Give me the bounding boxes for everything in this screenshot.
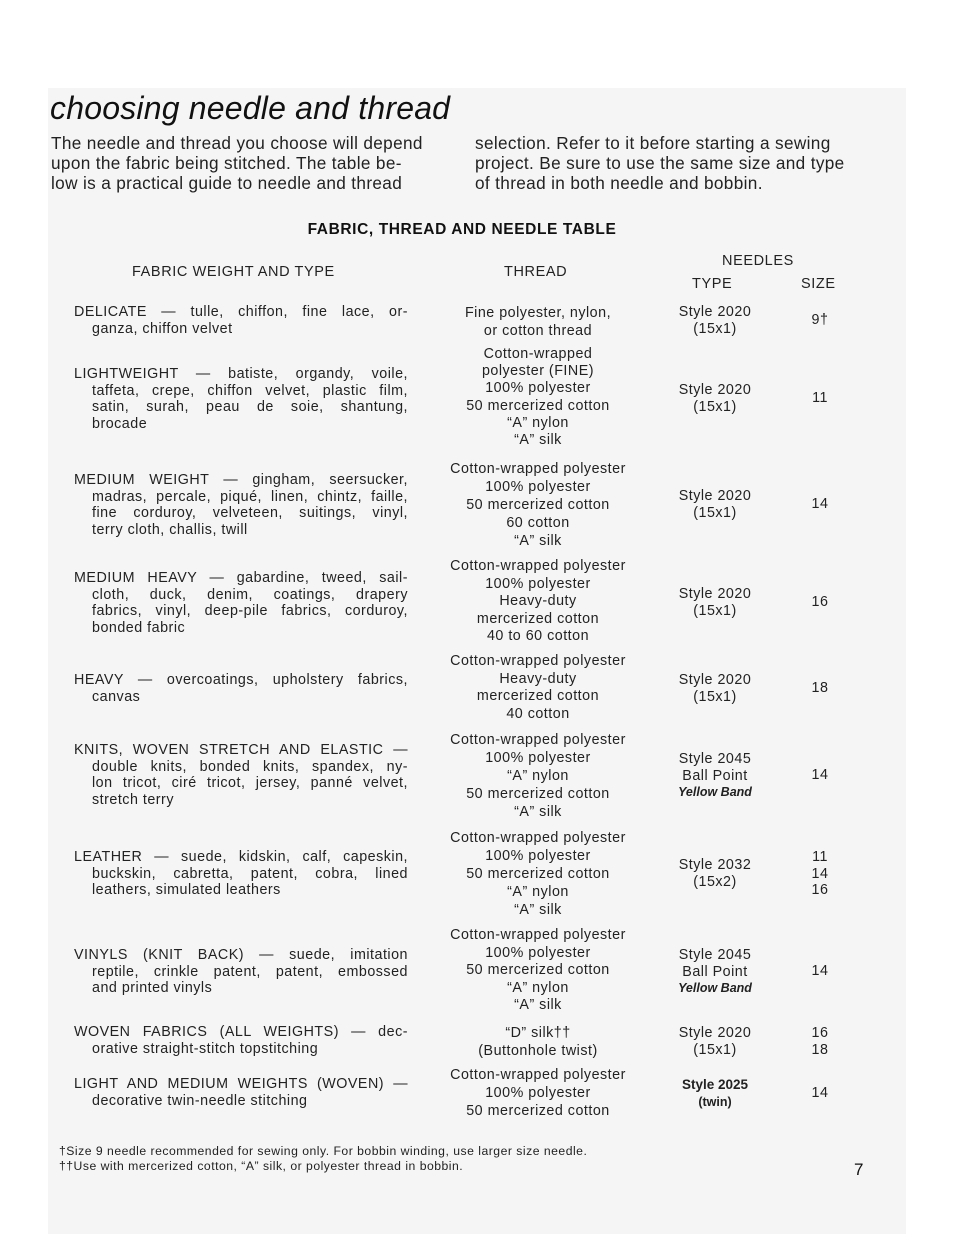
thread-cell [428,558,648,646]
thread-cell-line: Cotton-wrapped polyester [450,461,626,477]
fabric-cell-line: VINYLS (KNIT BACK) — suede, imitation [74,947,408,963]
fabric-cell-line: terry cloth, challis, twill [92,521,248,538]
needle-size-cell [790,963,850,980]
fabric-cell-line: leathers, simulated leathers [92,882,281,898]
needle-type-cell [660,672,770,705]
fabric-cell-line: KNITS, WOVEN STRETCH AND ELASTIC — [74,742,408,758]
header-fabric: FABRIC WEIGHT AND TYPE [132,264,335,280]
thread-cell-line: 100% polyester [485,380,591,397]
thread-cell [428,731,648,821]
fabric-cell-line: double knits, bonded knits, spandex, ny- [92,758,408,775]
thread-cell-line: 40 to 60 cotton [486,628,590,645]
needle-type-cell-line: (15x2) [693,873,737,890]
needle-type-cell-line: (15x1) [693,1041,737,1058]
needle-size-cell [790,390,850,407]
fabric-cell [74,1076,408,1109]
needle-size-cell-line: 18 [811,1041,829,1058]
fabric-cell-line: lon tricot, ciré tricot, jersey, panné velvet, [92,775,408,791]
thread-cell-line: 100% polyester [485,750,591,766]
needle-type-cell-line: Style 2020 [678,304,752,320]
needle-type-cell-line: Style 2020 [678,672,752,688]
fabric-cell [74,472,408,538]
thread-cell-line: mercerized cotton [476,688,600,705]
fabric-cell-line: buckskin, cabretta, patent, cobra, lined [92,865,408,882]
thread-cell-line: polyester (FINE) [481,363,595,380]
needle-type-cell-line: Style 2020 [678,586,752,602]
thread-cell-line: “A” nylon [507,768,569,784]
intro-line: The needle and thread you choose will depend [51,133,423,153]
thread-cell-line: Cotton-wrapped polyester [450,927,626,943]
fabric-cell-line: MEDIUM HEAVY — gabardine, tweed, sail- [74,570,408,586]
thread-cell-line: “A” silk [514,432,562,449]
thread-cell-line: Cotton-wrapped polyester [450,653,626,669]
thread-cell-line: 50 mercerized cotton [466,397,610,414]
needle-size-cell-line: 16 [811,594,829,610]
fabric-cell-line: and printed vinyls [92,980,213,996]
needle-size-cell-line: 9† [811,312,829,328]
needle-type-cell-line: Yellow Band [678,981,752,995]
thread-cell [428,653,648,723]
thread-cell-line: “A” nylon [507,414,569,431]
fabric-cell [74,1024,408,1057]
needle-type-cell [660,488,770,521]
needle-size-cell-line: 16 [811,1025,829,1041]
thread-cell-line: “A” silk [514,804,562,820]
thread-cell-line: 100% polyester [485,1085,591,1101]
fabric-cell [74,849,408,899]
thread-cell [428,1066,648,1120]
fabric-cell-line: HEAVY — overcoatings, upholstery fabrics, [74,672,408,688]
needle-type-cell [660,1077,770,1110]
needle-type-cell-line: Ball Point [682,963,748,980]
needle-type-cell-line: Style 2020 [678,488,752,504]
needle-type-cell-line: (15x1) [693,504,737,521]
intro-line: of thread in both needle and bobbin. [475,173,763,193]
fabric-cell-line: WOVEN FABRICS (ALL WEIGHTS) — dec- [74,1024,408,1040]
fabric-cell-line: MEDIUM WEIGHT — gingham, seersucker, [74,472,408,488]
needle-type-cell-line: (15x1) [693,602,737,619]
thread-cell-line: Cotton-wrapped polyester [450,1067,626,1083]
fabric-cell-line: canvas [92,688,141,705]
needle-type-cell-line: Style 2045 [678,751,752,767]
thread-cell-line: “A” nylon [507,979,569,996]
footnotes [59,1144,587,1174]
intro-line: selection. Refer to it before starting a sewing [475,133,831,153]
fabric-cell-line: DELICATE — tulle, chiffon, fine lace, or- [74,304,408,320]
thread-cell-line: “A” silk [514,533,562,549]
thread-cell-line: Heavy-duty [499,593,577,610]
thread-cell [428,927,648,1015]
table-title: FABRIC, THREAD AND NEEDLE TABLE [307,221,617,238]
needle-type-cell [660,382,770,415]
fabric-cell-line: orative straight-stitch topstitching [92,1040,319,1057]
needle-size-cell [790,767,850,784]
needle-type-cell [660,751,770,801]
needle-size-cell-line: 14 [811,1085,829,1101]
header-needle-type: TYPE [692,276,733,292]
needle-type-cell-line: Ball Point [682,767,748,784]
thread-cell-line: or cotton thread [483,323,593,339]
needle-type-cell-line: (15x1) [693,398,737,415]
needle-size-cell [790,496,850,513]
needle-size-cell [790,849,850,899]
needle-type-cell-line: Yellow Band [678,785,752,799]
fabric-cell-line: LEATHER — suede, kidskin, calf, capeskin, [74,849,408,865]
intro-paragraph-left [51,133,443,193]
thread-cell-line: 50 mercerized cotton [466,866,610,882]
needle-type-cell [660,1025,770,1058]
needle-type-cell-line: Style 2045 [678,947,752,963]
needle-size-cell-line: 16 [811,882,829,898]
fabric-cell-line: LIGHTWEIGHT — batiste, organdy, voile, [74,366,408,382]
needle-size-cell-line: 14 [811,963,829,979]
fabric-cell-line: cloth, duck, denim, coatings, drapery [92,586,408,603]
needle-size-cell-line: 18 [811,680,829,696]
fabric-cell-line: madras, percale, piqué, linen, chintz, faille, [92,488,408,505]
thread-cell-line: “A” silk [514,997,562,1014]
needle-size-cell [790,312,850,329]
header-thread: THREAD [504,264,568,280]
thread-cell-line: “A” nylon [507,884,569,900]
footnote: †Size 9 needle recommended for sewing only. For bobbin winding, use larger size needle. [59,1144,588,1158]
thread-cell-line: 100% polyester [485,575,591,592]
thread-cell-line: “A” silk [514,902,562,918]
needle-type-cell-line: Style 2032 [678,857,752,873]
fabric-cell [74,570,408,636]
needle-size-cell [790,594,850,611]
needle-size-cell [790,1025,850,1058]
fabric-cell-line: brocade [92,415,148,432]
thread-cell-line: 40 cotton [506,705,570,722]
thread-cell-line: (Buttonhole twist) [478,1043,598,1059]
footnote: ††Use with mercerized cotton, “A” silk, or polyester thread in bobbin. [59,1159,464,1173]
thread-cell-line: mercerized cotton [476,610,600,627]
fabric-cell-line: stretch terry [92,791,174,808]
fabric-cell-line: fine corduroy, velveteen, suitings, vinyl, [92,505,408,521]
needle-type-cell-line: (15x1) [693,688,737,705]
needle-type-cell-line: Style 2020 [678,382,752,398]
thread-cell-line: 50 mercerized cotton [466,497,610,513]
thread-cell-line: 100% polyester [485,479,591,495]
needle-size-cell-line: 14 [811,865,829,882]
needle-type-cell [660,304,770,337]
fabric-cell-line: LIGHT AND MEDIUM WEIGHTS (WOVEN) — [74,1076,408,1092]
needle-type-cell-line: (twin) [698,1094,732,1109]
thread-cell [428,1024,648,1060]
thread-cell-line: Fine polyester, nylon, [464,305,612,321]
fabric-cell [74,742,408,808]
intro-paragraph-right [475,133,867,193]
needle-type-cell [660,947,770,997]
needle-size-cell [790,680,850,697]
fabric-cell [74,304,408,337]
header-needles: NEEDLES [722,253,794,269]
thread-cell-line: Cotton-wrapped polyester [450,830,626,846]
needle-type-cell [660,586,770,619]
thread-cell-line: 50 mercerized cotton [466,962,610,979]
fabric-cell-line: taffeta, crepe, chiffon velvet, plastic film, [92,382,408,399]
needle-type-cell [660,857,770,890]
thread-cell-line: 50 mercerized cotton [466,1103,610,1119]
page-title: choosing needle and thread [50,90,451,126]
needle-size-cell-line: 11 [812,390,828,406]
thread-cell [428,460,648,550]
needle-type-cell-line: (15x1) [693,320,737,337]
intro-line: project. Be sure to use the same size and type [475,153,845,173]
fabric-cell-line: satin, surah, peau de soie, shantung, [92,399,408,415]
needle-size-cell-line: 11 [812,849,828,865]
thread-cell-line: Heavy-duty [499,670,577,687]
needle-type-cell-line: Style 2025 [681,1077,749,1092]
thread-cell-line: 60 cotton [506,515,570,531]
needle-size-cell-line: 14 [811,767,829,783]
fabric-cell-line: ganza, chiffon velvet [92,320,233,337]
needle-size-cell-line: 14 [811,496,829,512]
thread-cell-line: “D” silk†† [505,1025,571,1041]
fabric-cell-line: bonded fabric [92,619,186,636]
header-needle-size: SIZE [801,276,836,292]
thread-cell [428,304,648,340]
fabric-cell [74,366,408,432]
fabric-cell-line: decorative twin-needle stitching [92,1092,308,1109]
thread-cell [428,346,648,449]
thread-cell-line: Cotton-wrapped [483,346,593,362]
fabric-cell [74,947,408,997]
intro-line: upon the fabric being stitched. The table be- [51,153,402,173]
needle-size-cell [790,1085,850,1102]
needle-type-cell-line: Style 2020 [678,1025,752,1041]
page-number: 7 [854,1160,864,1179]
thread-cell-line: 100% polyester [485,848,591,864]
thread-cell [428,829,648,919]
thread-cell-line: 50 mercerized cotton [466,786,610,802]
intro-line: low is a practical guide to needle and thread [51,173,403,193]
fabric-cell-line: fabrics, vinyl, deep-pile fabrics, corduroy, [92,603,408,619]
thread-cell-line: Cotton-wrapped polyester [450,558,626,574]
fabric-cell-line: reptile, crinkle patent, patent, embossed [92,963,408,980]
thread-cell-line: Cotton-wrapped polyester [450,732,626,748]
thread-cell-line: 100% polyester [485,944,591,961]
fabric-cell [74,672,408,705]
